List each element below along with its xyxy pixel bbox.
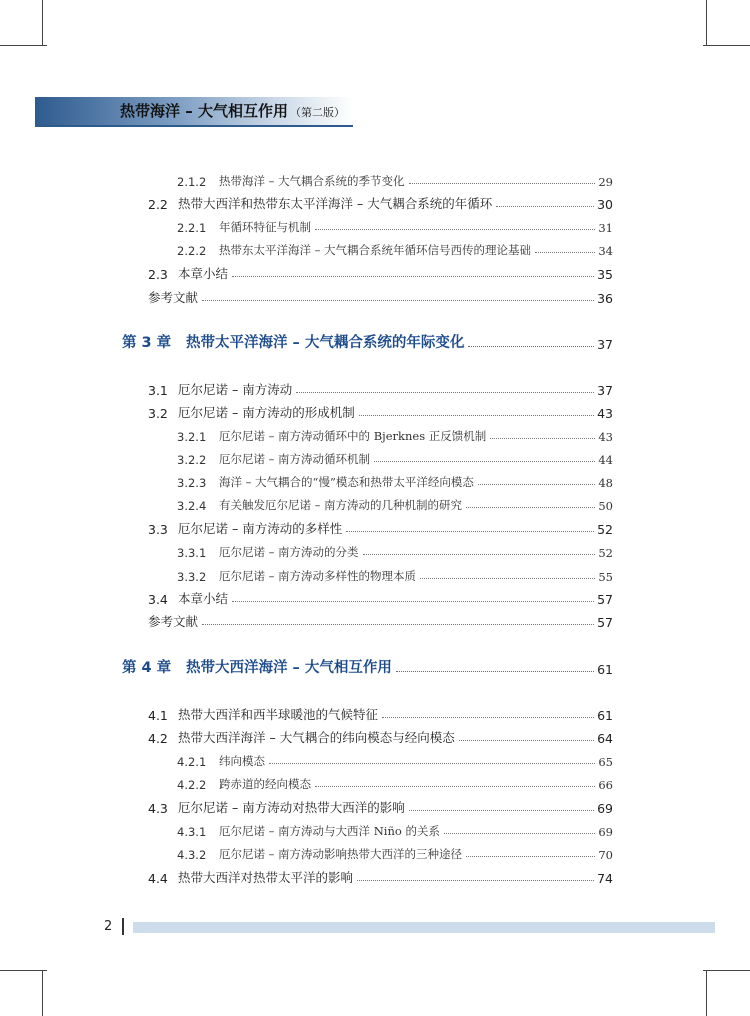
- toc-entry: [148, 515, 613, 537]
- leader-dots: [232, 276, 594, 277]
- leader-dots: [374, 461, 595, 462]
- toc-entry: [177, 445, 613, 467]
- toc-page-number: 37: [597, 383, 613, 398]
- toc-entry: [177, 747, 613, 769]
- toc-page-number: 30: [597, 197, 613, 212]
- header-rule: [35, 125, 353, 127]
- toc-number: 2.2.2: [177, 244, 207, 258]
- leader-dots: [490, 438, 595, 439]
- toc-entry: [148, 260, 613, 282]
- toc-page-number: 64: [597, 731, 613, 746]
- crop-mark: [706, 970, 707, 1016]
- toc-title: 厄尔尼诺 – 南方涛动循环中的 Bjerknes 正反馈机制: [219, 429, 487, 443]
- toc-page-number: 43: [598, 430, 613, 444]
- toc-title: 跨赤道的经向模态: [219, 777, 311, 791]
- toc-title: 年循环特征与机制: [219, 220, 311, 234]
- toc-page-number: 57: [597, 592, 613, 607]
- toc-number: 4.3.2: [177, 848, 207, 862]
- toc-title: 厄尔尼诺 – 南方涛动的分类: [219, 545, 359, 559]
- toc-title: 厄尔尼诺 – 南方涛动的多样性: [178, 521, 343, 536]
- leader-dots: [359, 415, 594, 416]
- toc-number: 4.2: [148, 731, 168, 746]
- toc-title: 本章小结: [178, 266, 229, 281]
- edition-label: （第二版）: [289, 106, 345, 119]
- toc-page-number: 37: [597, 337, 613, 352]
- toc-page-number: 48: [598, 476, 613, 490]
- toc-chapter-entry: [122, 330, 613, 352]
- toc-page-number: 74: [597, 871, 613, 886]
- toc-page-number: 55: [598, 570, 613, 584]
- leader-dots: [468, 346, 594, 347]
- leader-dots: [269, 763, 595, 764]
- toc-page-number: 61: [597, 662, 613, 677]
- toc-page-number: 66: [598, 778, 613, 792]
- toc-number: 3.2.1: [177, 430, 207, 444]
- toc-title: 海洋 – 大气耦合的“慢”模态和热带太平洋经向模态: [219, 475, 474, 489]
- toc-entry: [177, 538, 613, 560]
- leader-dots: [296, 392, 594, 393]
- toc-title: 厄尔尼诺 – 南方涛动对热带大西洋的影响: [178, 800, 405, 815]
- crop-mark: [703, 45, 750, 46]
- leader-dots: [496, 206, 594, 207]
- leader-dots: [478, 484, 596, 485]
- toc-page-number: 43: [597, 406, 613, 421]
- toc-page-number: 69: [597, 801, 613, 816]
- toc-entry: [177, 468, 613, 490]
- toc-entry: [148, 585, 613, 607]
- toc-number: 4.3: [148, 801, 168, 816]
- toc-page-number: 52: [597, 522, 613, 537]
- toc-title: 厄尔尼诺 – 南方涛动的形成机制: [178, 405, 355, 420]
- running-header: [120, 100, 345, 121]
- crop-mark: [42, 0, 43, 46]
- leader-dots: [202, 624, 594, 625]
- leader-dots: [315, 786, 595, 787]
- crop-mark: [0, 45, 47, 46]
- toc-page-number: 70: [598, 848, 613, 862]
- toc-entry: [148, 794, 613, 816]
- leader-dots: [420, 578, 595, 579]
- toc-number: 第 3 章: [122, 335, 172, 351]
- toc-entry: [177, 167, 613, 189]
- toc-number: 2.1.2: [177, 175, 207, 189]
- toc-number: 3.2.3: [177, 476, 207, 490]
- toc-page-number: 61: [597, 708, 613, 723]
- leader-dots: [357, 880, 594, 881]
- toc-entry: [177, 840, 613, 862]
- leader-dots: [409, 810, 594, 811]
- page-number: 2: [104, 919, 113, 934]
- toc-title: 热带大西洋海洋 – 大气耦合的纬向模态与经向模态: [178, 730, 455, 745]
- toc-title: 热带大西洋和热带东太平洋海洋 – 大气耦合系统的年循环: [178, 196, 493, 211]
- toc-page-number: 57: [597, 615, 613, 630]
- toc-number: 3.3.2: [177, 570, 207, 584]
- toc-page-number: 52: [598, 546, 613, 560]
- toc-entry: [177, 422, 613, 444]
- leader-dots: [232, 601, 594, 602]
- toc-title: 热带海洋 – 大气耦合系统的季节变化: [219, 174, 405, 188]
- leader-dots: [535, 252, 595, 253]
- toc-page-number: 50: [598, 499, 613, 513]
- toc-number: 3.3.1: [177, 546, 207, 560]
- toc-page-number: 29: [598, 175, 613, 189]
- toc-number: 2.3: [148, 267, 168, 282]
- toc-chapter-entry: [122, 655, 613, 677]
- leader-dots: [315, 229, 595, 230]
- crop-mark: [706, 0, 707, 46]
- toc-number: 3.3: [148, 522, 168, 537]
- leader-dots: [202, 300, 594, 301]
- toc-page-number: 36: [597, 291, 613, 306]
- crop-mark: [0, 970, 47, 971]
- toc-page-number: 44: [598, 453, 613, 467]
- leader-dots: [466, 507, 595, 508]
- toc-number: 4.2.2: [177, 778, 207, 792]
- toc-number: 3.1: [148, 383, 168, 398]
- toc-number: 4.3.1: [177, 825, 207, 839]
- toc-title: 本章小结: [178, 591, 229, 606]
- toc-entry: [177, 236, 613, 258]
- toc-entry: [177, 491, 613, 513]
- toc-entry: [148, 190, 613, 212]
- toc-number: 第 4 章: [122, 660, 172, 676]
- toc-title: 热带大西洋和西半球暖池的气候特征: [178, 707, 379, 722]
- toc-entry: [148, 376, 613, 398]
- toc-title: 参考文献: [148, 614, 199, 629]
- leader-dots: [363, 554, 596, 555]
- toc-entry: [148, 284, 613, 306]
- toc-entry: [148, 399, 613, 421]
- toc-entry: [148, 701, 613, 723]
- toc-number: 4.4: [148, 871, 168, 886]
- toc-number: 2.2.1: [177, 221, 207, 235]
- leader-dots: [409, 183, 596, 184]
- toc-title: 有关触发厄尔尼诺 – 南方涛动的几种机制的研究: [219, 498, 463, 512]
- toc-number: 3.2.2: [177, 453, 207, 467]
- toc-entry: [177, 817, 613, 839]
- toc-number: 2.2: [148, 197, 168, 212]
- toc-number: 3.2: [148, 406, 168, 421]
- footer-bar: [133, 922, 715, 933]
- toc-entry: [148, 608, 613, 630]
- toc-title: 厄尔尼诺 – 南方涛动循环机制: [219, 452, 371, 466]
- footer-separator: [122, 918, 124, 935]
- leader-dots: [459, 740, 594, 741]
- crop-mark: [703, 970, 750, 971]
- leader-dots: [346, 531, 594, 532]
- leader-dots: [396, 671, 594, 672]
- toc-entry: [148, 724, 613, 746]
- toc-title: 厄尔尼诺 – 南方涛动与大西洋 Niño 的关系: [219, 824, 440, 838]
- book-title: 热带海洋 – 大气相互作用: [120, 102, 288, 120]
- toc-title: 厄尔尼诺 – 南方涛动影响热带大西洋的三种途径: [219, 847, 463, 861]
- toc-title: 热带大西洋海洋 – 大气相互作用: [186, 660, 392, 676]
- toc-entry: [177, 562, 613, 584]
- crop-mark: [42, 970, 43, 1016]
- toc-entry: [177, 213, 613, 235]
- toc-number: 4.2.1: [177, 755, 207, 769]
- toc-number: 3.4: [148, 592, 168, 607]
- toc-page-number: 35: [597, 267, 613, 282]
- toc-title: 参考文献: [148, 290, 199, 305]
- leader-dots: [382, 717, 594, 718]
- toc-title: 纬向模态: [219, 754, 265, 768]
- toc-page-number: 69: [598, 825, 613, 839]
- toc-entry: [177, 770, 613, 792]
- toc-title: 热带太平洋海洋 – 大气耦合系统的年际变化: [186, 335, 465, 351]
- leader-dots: [444, 833, 595, 834]
- leader-dots: [466, 856, 595, 857]
- toc-page-number: 31: [598, 221, 613, 235]
- toc-title: 厄尔尼诺 – 南方涛动多样性的物理本质: [219, 569, 417, 583]
- toc-entry: [148, 864, 613, 886]
- toc-title: 热带大西洋对热带太平洋的影响: [178, 870, 354, 885]
- toc-title: 热带东太平洋海洋 – 大气耦合系统年循环信号西传的理论基础: [219, 243, 532, 257]
- toc-title: 厄尔尼诺 – 南方涛动: [178, 382, 293, 397]
- toc-page-number: 65: [598, 755, 613, 769]
- toc-number: 4.1: [148, 708, 168, 723]
- toc-page-number: 34: [598, 244, 613, 258]
- toc-number: 3.2.4: [177, 499, 207, 513]
